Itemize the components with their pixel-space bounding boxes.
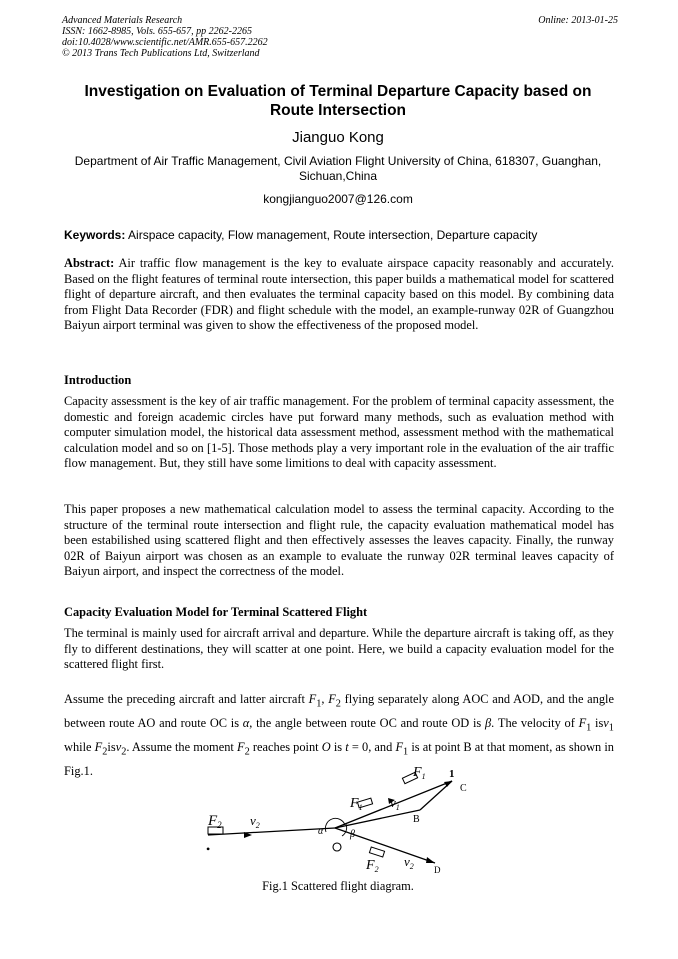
label-beta: β xyxy=(350,829,355,840)
label-v2-start: $v_2$ xyxy=(250,813,260,830)
doi-link[interactable]: doi:10.4028/www.scientific.net/AMR.655-657.2262 xyxy=(62,37,268,48)
label-f1-mid: $F_1$ xyxy=(350,796,363,812)
figure-caption: Fig.1 Scattered flight diagram. xyxy=(262,879,414,893)
label-point-b: B xyxy=(413,814,420,825)
intro-paragraph-2: This paper proposes a new mathematical calculation model to assess the terminal capacity. According to the structure of the terminal route intersection and flight rule, the capacity evaluation mathematical model has been estabilished using scattered flight and then effectively assesses the leaves capacity. Finally, the runway 02R of Baiyun airport was chosen as an example to evaluate the runway 02R terminal leaves capacity of Baiyun airport, and inspect the correctness of the model. xyxy=(64,502,614,579)
label-alpha: α xyxy=(318,826,324,837)
section-heading-model: Capacity Evaluation Model for Terminal Scattered Flight xyxy=(64,605,368,619)
label-f2-start: $F_2$ xyxy=(208,813,222,830)
label-v2-bottom: $v_2$ xyxy=(404,854,414,871)
label-f2-bottom: $F_2$ xyxy=(366,858,379,874)
route-ab xyxy=(335,810,420,828)
intro-paragraph-1: Capacity assessment is the key of air traffic management. For the problem of terminal capacity assessment, the domestic and foreign academic circles have put forward many methods, such as evaluation method with computer simulation model, the historical data assessment method, assessment method with the mathematical calculation model and so on [1-5]. Those methods play a very important role in the evaluation of the air traffic flow management. But, they still have some limitions to deal with capacity assessment. xyxy=(64,394,614,471)
model-paragraph-2: Assume the preceding aircraft and latter aircraft $F_1$, $F_2$ flying separately along AOC and AOD, and the angle between route AO and route OC is α, the angle between route OC and route OD is β. The velocity of $F_1$ isv$_1$ while $F_2isv_2$. Assume the moment $F_2$ reaches point O is t = 0, and $F_1$ is at point B at that moment, as shown in Fig.1. xyxy=(64,692,614,778)
label-point-c: C xyxy=(460,783,467,794)
keywords xyxy=(64,228,616,243)
label-v1: $v_1$ xyxy=(390,795,400,812)
abstract-text: Air traffic flow management is the key to evaluate airspace capacity reasonably and accurately. Based on the flight features of terminal route intersection, this paper builds a mathematical model for scattered flight of departure aircraft, and then evaluates the terminal capacity based on this model. By combining data from Flight Data Recorder (FDR) and flight schedule with the model, an example-runway 02R of Guangzhou Baiyun airport terminal was given to show the effectiveness of the proposed model. xyxy=(64,256,614,333)
author-name: Jianguo Kong xyxy=(292,129,384,146)
section-heading-introduction: Introduction xyxy=(64,373,132,387)
arrow-c-icon xyxy=(444,781,452,787)
journal-header xyxy=(62,15,618,59)
affiliation xyxy=(62,154,614,184)
abstract xyxy=(64,256,614,334)
title-line-2: Route Intersection xyxy=(269,102,407,119)
label-point-d: D xyxy=(434,865,441,875)
affiliation-line-2: Sichuan,China xyxy=(298,169,378,183)
aircraft-f2-bottom xyxy=(369,847,384,857)
model-paragraph-1: The terminal is mainly used for aircraft arrival and departure. While the departure aircraft is taking off, as they fly to different destinations, they will scatter at one point. Here, we build a capacity evaluation model for the scattered flight first. xyxy=(64,626,614,672)
copyright-line: © 2013 Trans Tech Publications Ltd, Switzerland xyxy=(62,48,260,59)
affiliation-line-1: Department of Air Traffic Management, Civil Aviation Flight University of China, 618307, Guanghan, xyxy=(74,154,602,168)
online-date: Online: 2013-01-25 xyxy=(538,15,618,26)
abstract-label: Abstract: xyxy=(64,256,115,270)
keywords-label: Keywords: xyxy=(64,228,126,242)
route-ao xyxy=(208,828,335,835)
scattered-flight-diagram xyxy=(190,755,490,880)
point-o-marker xyxy=(333,843,341,851)
label-f1-top: $F_1$ xyxy=(413,765,426,781)
author-email[interactable]: kongjianguo2007@126.com xyxy=(263,192,413,206)
label-one-top: 1 xyxy=(449,768,455,780)
paper-title xyxy=(62,82,614,120)
journal-name: Advanced Materials Research xyxy=(62,15,183,26)
label-start-dot: • xyxy=(206,842,211,856)
keywords-text: Airspace capacity, Flow management, Route intersection, Departure capacity xyxy=(128,228,538,242)
arrow-d-icon xyxy=(426,857,435,863)
title-line-1: Investigation on Evaluation of Terminal Departure Capacity based on xyxy=(84,83,592,100)
issn-line: ISSN: 1662-8985, Vols. 655-657, pp 2262-2265 xyxy=(62,26,252,37)
